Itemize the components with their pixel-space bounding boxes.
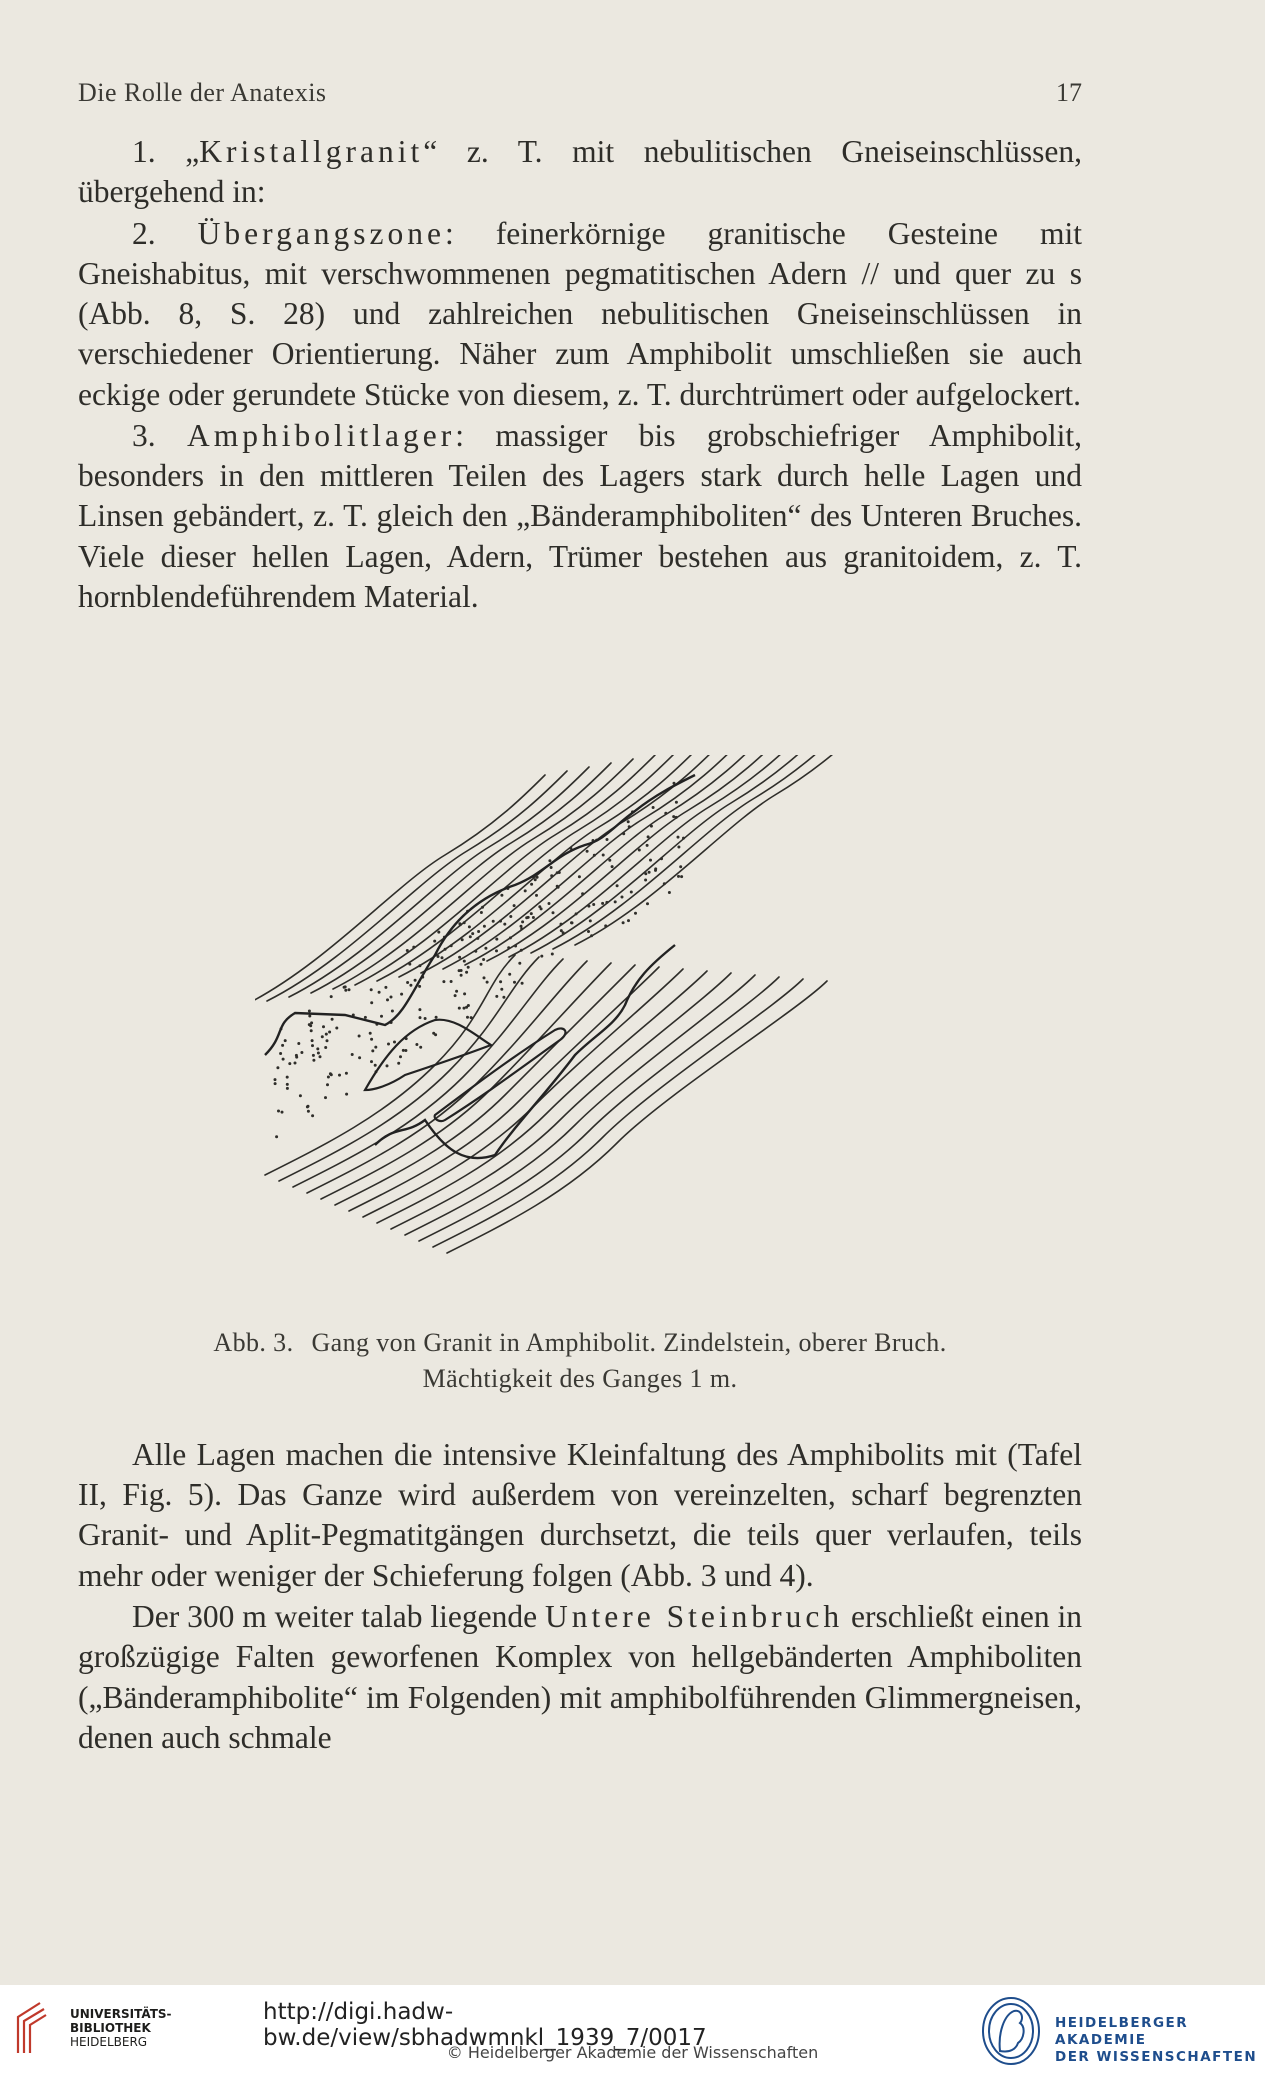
stipple-dot [469, 935, 472, 938]
stipple-dot [282, 1058, 285, 1061]
stipple-dot [364, 1016, 367, 1019]
stipple-dot [467, 966, 470, 969]
caption-label: Abb. 3. [213, 1328, 294, 1357]
stipple-dot [414, 979, 417, 982]
stipple-dot [321, 1035, 324, 1038]
text-block-bottom [78, 1435, 1082, 1759]
hatch-line-upper [531, 755, 831, 953]
stipple-dot [470, 1016, 473, 1019]
copyright-notice: © Heidelberger Akademie der Wissenschaften [446, 2043, 819, 2062]
stipple-dot [391, 1010, 394, 1013]
ub-line-3: HEIDELBERG [70, 2035, 148, 2049]
stipple-dot [409, 984, 412, 987]
stipple-dot [524, 889, 527, 892]
stipple-dot [399, 1055, 402, 1058]
stipple-dot [647, 835, 650, 838]
stipple-dot [412, 946, 415, 949]
stipple-dot [400, 993, 403, 996]
hatch-line-lower [391, 973, 731, 1229]
stipple-dot [326, 1083, 329, 1086]
figure-granite-dike-drawing [255, 755, 915, 1305]
stipple-dot [560, 929, 563, 932]
hatch-line-upper [465, 755, 765, 965]
stipple-dot [432, 1032, 435, 1035]
stipple-dot [601, 902, 604, 905]
stipple-dot [495, 949, 498, 952]
stipple-dot [589, 919, 592, 922]
paragraph-3 [78, 416, 1082, 617]
stipple-dot [308, 1010, 311, 1013]
hatch-line-lower [265, 955, 515, 1175]
stipple-dot [463, 960, 466, 963]
stipple-dot [274, 1078, 277, 1081]
stipple-dot [557, 886, 560, 889]
stipple-dot [530, 883, 533, 886]
stipple-dot [465, 971, 468, 974]
stipple-dot [518, 962, 521, 965]
stipple-dot [324, 1096, 327, 1099]
stipple-dot [495, 995, 498, 998]
text-block-top [78, 132, 1082, 618]
stipple-dot [677, 836, 680, 839]
stipple-dot [480, 911, 483, 914]
stipple-dot [513, 904, 516, 907]
stipple-dot [540, 955, 543, 958]
stipple-dot [644, 872, 647, 875]
stipple-dot [548, 902, 551, 905]
stipple-dot [281, 1111, 284, 1114]
stipple-dot [374, 1064, 377, 1067]
stipple-dot [406, 949, 409, 952]
stipple-dot [682, 837, 685, 840]
stipple-dot [460, 974, 463, 977]
stipple-dot [586, 850, 589, 853]
stipple-dot [534, 878, 537, 881]
stipple-dot [441, 956, 444, 959]
stipple-dot [406, 981, 409, 984]
stipple-dot [551, 953, 554, 956]
page-number: 17 [1056, 78, 1082, 107]
stipple-dot [548, 859, 551, 862]
stipple-dot [679, 865, 682, 868]
stipple-dot [638, 849, 641, 852]
running-title: Die Rolle der Anatexis [78, 78, 327, 107]
stipple-dot [509, 936, 512, 939]
hatch-line-upper [575, 755, 875, 945]
caption-text-1: Gang von Granit in Amphibolit. Zindelstein, oberer Bruch. [311, 1328, 947, 1357]
stipple-dot [326, 1039, 329, 1042]
stipple-dot [520, 927, 523, 930]
stipple-dot [345, 1093, 348, 1096]
paragraph-1-body: “ z. T. mit nebulitischen Gneiseinschlüssen, übergehend in: [78, 134, 1082, 210]
stipple-dot [575, 912, 578, 915]
stipple-dot [652, 806, 655, 809]
stipple-dot [371, 1049, 374, 1052]
stipple-dot [503, 923, 506, 926]
stipple-dot [509, 915, 512, 918]
paragraph-1 [78, 132, 1082, 212]
stipple-dot [587, 930, 590, 933]
stipple-dot [288, 1062, 291, 1065]
stipple-dot [384, 986, 387, 989]
stipple-dot [535, 894, 538, 897]
stipple-dot [608, 859, 611, 862]
paragraph-1-lead: 1. „ [132, 134, 200, 169]
stipple-dot [634, 912, 637, 915]
stipple-dot [370, 1038, 373, 1041]
stipple-dot [380, 1015, 383, 1018]
stipple-dot [592, 903, 595, 906]
stipple-dot [299, 1094, 302, 1097]
stipple-dot [319, 1055, 322, 1058]
stipple-dot [345, 1072, 348, 1075]
stipple-dot [387, 1043, 390, 1046]
stipple-dot [463, 992, 466, 995]
stipple-dot [611, 865, 614, 868]
stipple-dot [627, 919, 630, 922]
paragraph-5 [78, 1597, 1082, 1758]
stipple-dot [471, 932, 474, 935]
stipple-dot [415, 1043, 418, 1046]
stipple-dot [294, 1062, 297, 1065]
paragraph-5-lead: Der 300 m weiter talab liegende [132, 1599, 546, 1635]
stipple-dot [351, 1053, 354, 1056]
stipple-dot [476, 937, 479, 940]
stipple-dot [614, 900, 617, 903]
stipple-dot [300, 1051, 303, 1054]
academy-name [1055, 2015, 1265, 2066]
stipple-dot [499, 920, 502, 923]
ub-line-2: BIBLIOTHEK [70, 2021, 151, 2035]
stipple-dot [325, 1033, 328, 1036]
stipple-dot [630, 891, 633, 894]
stipple-dot [328, 1031, 331, 1034]
paragraph-2-body: : feinerkörnige granitische Gesteine mit Gneishabitus, mit verschwommenen pegmatitischen Adern // und quer zu s (Abb. 8, S. 28) und zahlreichen nebulitischen Gneiseinschlüssen in verschiedener Orientierung. Näher zum Amphibolit umschließen sie auch eckige oder gerundete Stücke von diesem, z. T. durchtrümert oder aufgelockert. [78, 215, 1083, 412]
stipple-dot [530, 912, 533, 915]
source-url-link[interactable]: http://digi.hadw-bw.de/view/sbhadwmnkl_1939_7/0017 [263, 1999, 707, 2051]
stipple-dot [386, 1064, 389, 1067]
stipple-dot [677, 846, 680, 849]
stipple-dot [306, 1105, 309, 1108]
stipple-dot [463, 1007, 466, 1010]
stipple-dot [540, 907, 543, 910]
paragraph-4: Alle Lagen machen die intensive Kleinfaltung des Amphibolits mit (Tafel II, Fig. 5). Das Ganze wird außerdem von vereinzelten, scharf begrenzten Granit- und Aplit-Pegmatitgängen durchsetzt, die teils quer verlaufen, teils mehr oder weniger der Schieferung folgen (Abb. 3 und 4). [78, 1437, 1082, 1593]
stipple-dot [668, 891, 671, 894]
paragraph-3-term: Amphibolitlager [187, 418, 456, 454]
stipple-dot [660, 857, 663, 860]
stipple-dot [404, 1049, 407, 1052]
stipple-dot [279, 1052, 282, 1055]
paragraph-3-body: : massiger bis grobschiefriger Amphibolit, besonders in den mittleren Teilen des Lagers stark durch helle Lagen und Linsen gebändert, z. T. gleich den „Bänderamphiboliten“ des Unteren Bruches. Viele dieser hellen Lagen, Adern, Trümer bestehen aus granitoidem, z. T. hornblendeführendem Material. [78, 418, 1082, 614]
paragraph-5-body: erschließt einen in großzügige Falten geworfenen Komplex von hellgebänderten Amphiboliten („Bänderamphibolite“ im Folgenden) mit amphibolführenden Glimmergneisen, denen auch schmale [78, 1599, 1083, 1755]
stipple-dot [338, 1074, 341, 1077]
paragraph-2-term: Übergangszone [197, 215, 446, 251]
hatch-line-upper [421, 755, 721, 973]
stipple-dot [627, 820, 630, 823]
stipple-dot [450, 980, 453, 983]
stipple-dot [552, 911, 555, 914]
stipple-dot [358, 1035, 361, 1038]
hatch-line-lower [433, 979, 803, 1247]
stipple-dot [390, 996, 393, 999]
stipple-dot [455, 990, 458, 993]
stipple-dot [500, 988, 503, 991]
stipple-dot [536, 876, 539, 879]
stipple-dot [330, 995, 333, 998]
stipple-dot [587, 905, 590, 908]
stipple-dot [680, 875, 683, 878]
hatch-line-lower [405, 975, 755, 1235]
stipple-dot [444, 948, 447, 951]
caption-line-1 [78, 1325, 1082, 1361]
stipple-dot [581, 892, 584, 895]
stipple-dot [481, 906, 484, 909]
stipple-dot [550, 874, 553, 877]
stipple-dot [622, 921, 625, 924]
stipple-dot [463, 921, 466, 924]
stipple-dot [442, 980, 445, 983]
stipple-dot [418, 985, 421, 988]
stipple-dot [495, 938, 498, 941]
stipple-dot [281, 1044, 284, 1047]
stipple-dot [520, 949, 523, 952]
hatch-line-upper [443, 755, 743, 969]
stipple-dot [424, 1017, 427, 1020]
stipple-dot [276, 1066, 279, 1069]
stipple-dot [677, 875, 680, 878]
stipple-dot [437, 931, 440, 934]
stipple-dot [570, 921, 573, 924]
stipple-dot [316, 1047, 319, 1050]
stipple-dot [419, 1046, 422, 1049]
footer-bar [0, 1985, 1265, 2078]
stipple-dot [578, 875, 581, 878]
stipple-dot [483, 925, 486, 928]
stipple-dot [492, 920, 495, 923]
stipple-dot [450, 944, 453, 947]
paragraph-2-lead: 2. [132, 215, 198, 251]
stipple-dot [558, 871, 561, 874]
stipple-dot [513, 981, 516, 984]
stipple-dot [286, 1076, 289, 1079]
stipple-dot [525, 916, 528, 919]
stipple-dot [324, 1046, 327, 1049]
stipple-dot [335, 1027, 338, 1030]
stipple-dot [374, 1046, 377, 1049]
stipple-dot [419, 1016, 422, 1019]
stipple-dot [311, 1039, 314, 1042]
hatch-line-lower [447, 981, 827, 1253]
stipple-dot [317, 1052, 320, 1055]
stipple-dot [466, 1016, 469, 1019]
caption-line-2: Mächtigkeit des Ganges 1 m. [422, 1364, 738, 1393]
stipple-dot [458, 1007, 461, 1010]
stipple-dot [327, 1076, 330, 1079]
academy-emblem-icon [978, 1993, 1044, 2069]
stipple-dot [628, 825, 631, 828]
stipple-dot [297, 1042, 300, 1045]
stipple-dot [468, 925, 471, 928]
hatch-line-lower [419, 977, 779, 1241]
stipple-dot [378, 991, 381, 994]
stipple-dot [295, 1054, 298, 1057]
ub-line-1: UNIVERSITÄTS- [70, 2007, 172, 2021]
stipple-dot [311, 1114, 314, 1117]
stipple-dot [310, 1029, 313, 1032]
stipple-dot [482, 958, 485, 961]
stipple-dot [454, 994, 457, 997]
stipple-dot [467, 1004, 470, 1007]
stipple-dot [480, 963, 483, 966]
stipple-dot [274, 1082, 277, 1085]
stipple-dot [308, 1023, 311, 1026]
stipple-dot [508, 973, 511, 976]
stipple-dot [520, 925, 523, 928]
stipple-dot [311, 1044, 314, 1047]
stipple-dot [312, 1059, 315, 1062]
stipple-dot [418, 1008, 421, 1011]
stipple-dot [322, 1025, 325, 1028]
stipple-dot [500, 894, 503, 897]
figure-caption [78, 1325, 1082, 1397]
stipple-dot [277, 1110, 280, 1113]
stipple-dot [521, 982, 524, 985]
stipple-dot [402, 1049, 405, 1052]
paragraph-5-term: Untere Steinbruch [545, 1599, 844, 1635]
stipple-dot [521, 920, 524, 923]
stipple-dot [370, 1060, 373, 1063]
stipple-dot [650, 825, 653, 828]
stipple-dot [593, 854, 596, 857]
stipple-dot [621, 896, 624, 899]
stipple-dot [605, 901, 608, 904]
stipple-dot [663, 882, 666, 885]
stipple-dot [369, 1032, 372, 1035]
paragraph-2 [78, 214, 1082, 415]
stipple-dot [459, 923, 462, 926]
stipple-dot [622, 832, 625, 835]
stipple-dot [499, 980, 502, 983]
stipple-dot [275, 1135, 278, 1138]
stipple-dot [672, 815, 675, 818]
stipple-dot [486, 981, 489, 984]
stipple-dot [606, 838, 609, 841]
stipple-dot [474, 950, 477, 953]
stipple-dot [307, 1110, 310, 1113]
stipple-dot [370, 988, 373, 991]
stipple-dot [435, 1016, 438, 1019]
stipple-dot [418, 964, 421, 967]
stipple-dot [514, 945, 517, 948]
stipple-dot [312, 1054, 315, 1057]
stipple-dot [483, 976, 486, 979]
stipple-dot [331, 1018, 334, 1021]
stipple-dot [461, 938, 464, 941]
stipple-dot [286, 1087, 289, 1090]
stipple-dot [386, 998, 389, 1001]
stipple-dot [329, 1072, 332, 1075]
stipple-dot [507, 946, 510, 949]
stipple-dot [370, 1001, 373, 1004]
stipple-dot [308, 1015, 311, 1018]
stipple-dot [358, 1056, 361, 1059]
stipple-dot [590, 934, 593, 937]
stipple-dot [348, 988, 351, 991]
paragraph-3-lead: 3. [132, 418, 187, 454]
stipple-dot [648, 871, 651, 874]
stipple-dot [560, 923, 563, 926]
stipple-dot [284, 1039, 287, 1042]
stipple-dot [458, 969, 461, 972]
figure-drawing [255, 755, 915, 1305]
running-header [78, 78, 1082, 114]
stipple-dot [477, 930, 480, 933]
stipple-dot [433, 940, 436, 943]
academy-line-2: DER WISSENSCHAFTEN [1055, 2049, 1258, 2065]
stipple-dot [604, 924, 607, 927]
paragraph-1-term: Kristallgranit [199, 134, 424, 169]
stipple-dot [649, 859, 652, 862]
stipple-dot [286, 1083, 289, 1086]
academy-line-1: HEIDELBERGER AKADEMIE [1055, 2015, 1189, 2048]
stipple-dot [532, 916, 535, 919]
stipple-dot [458, 956, 461, 959]
stipple-dot [602, 854, 605, 857]
stipple-dot [437, 955, 440, 958]
stipple-dot [344, 985, 347, 988]
stipple-dot [616, 884, 619, 887]
stipple-dot [484, 947, 487, 950]
stipple-dot [646, 902, 649, 905]
stipple-dot [664, 812, 667, 815]
stipple-dot [646, 844, 649, 847]
stipple-dot [644, 879, 647, 882]
stipple-dot [393, 1041, 396, 1044]
stipple-dot [344, 989, 347, 992]
stipple-dot [397, 1062, 400, 1065]
stipple-dot [675, 801, 678, 804]
stipple-dot [502, 996, 505, 999]
stipple-dot [408, 963, 411, 966]
stipple-dot [654, 869, 657, 872]
stipple-dot [550, 866, 553, 869]
